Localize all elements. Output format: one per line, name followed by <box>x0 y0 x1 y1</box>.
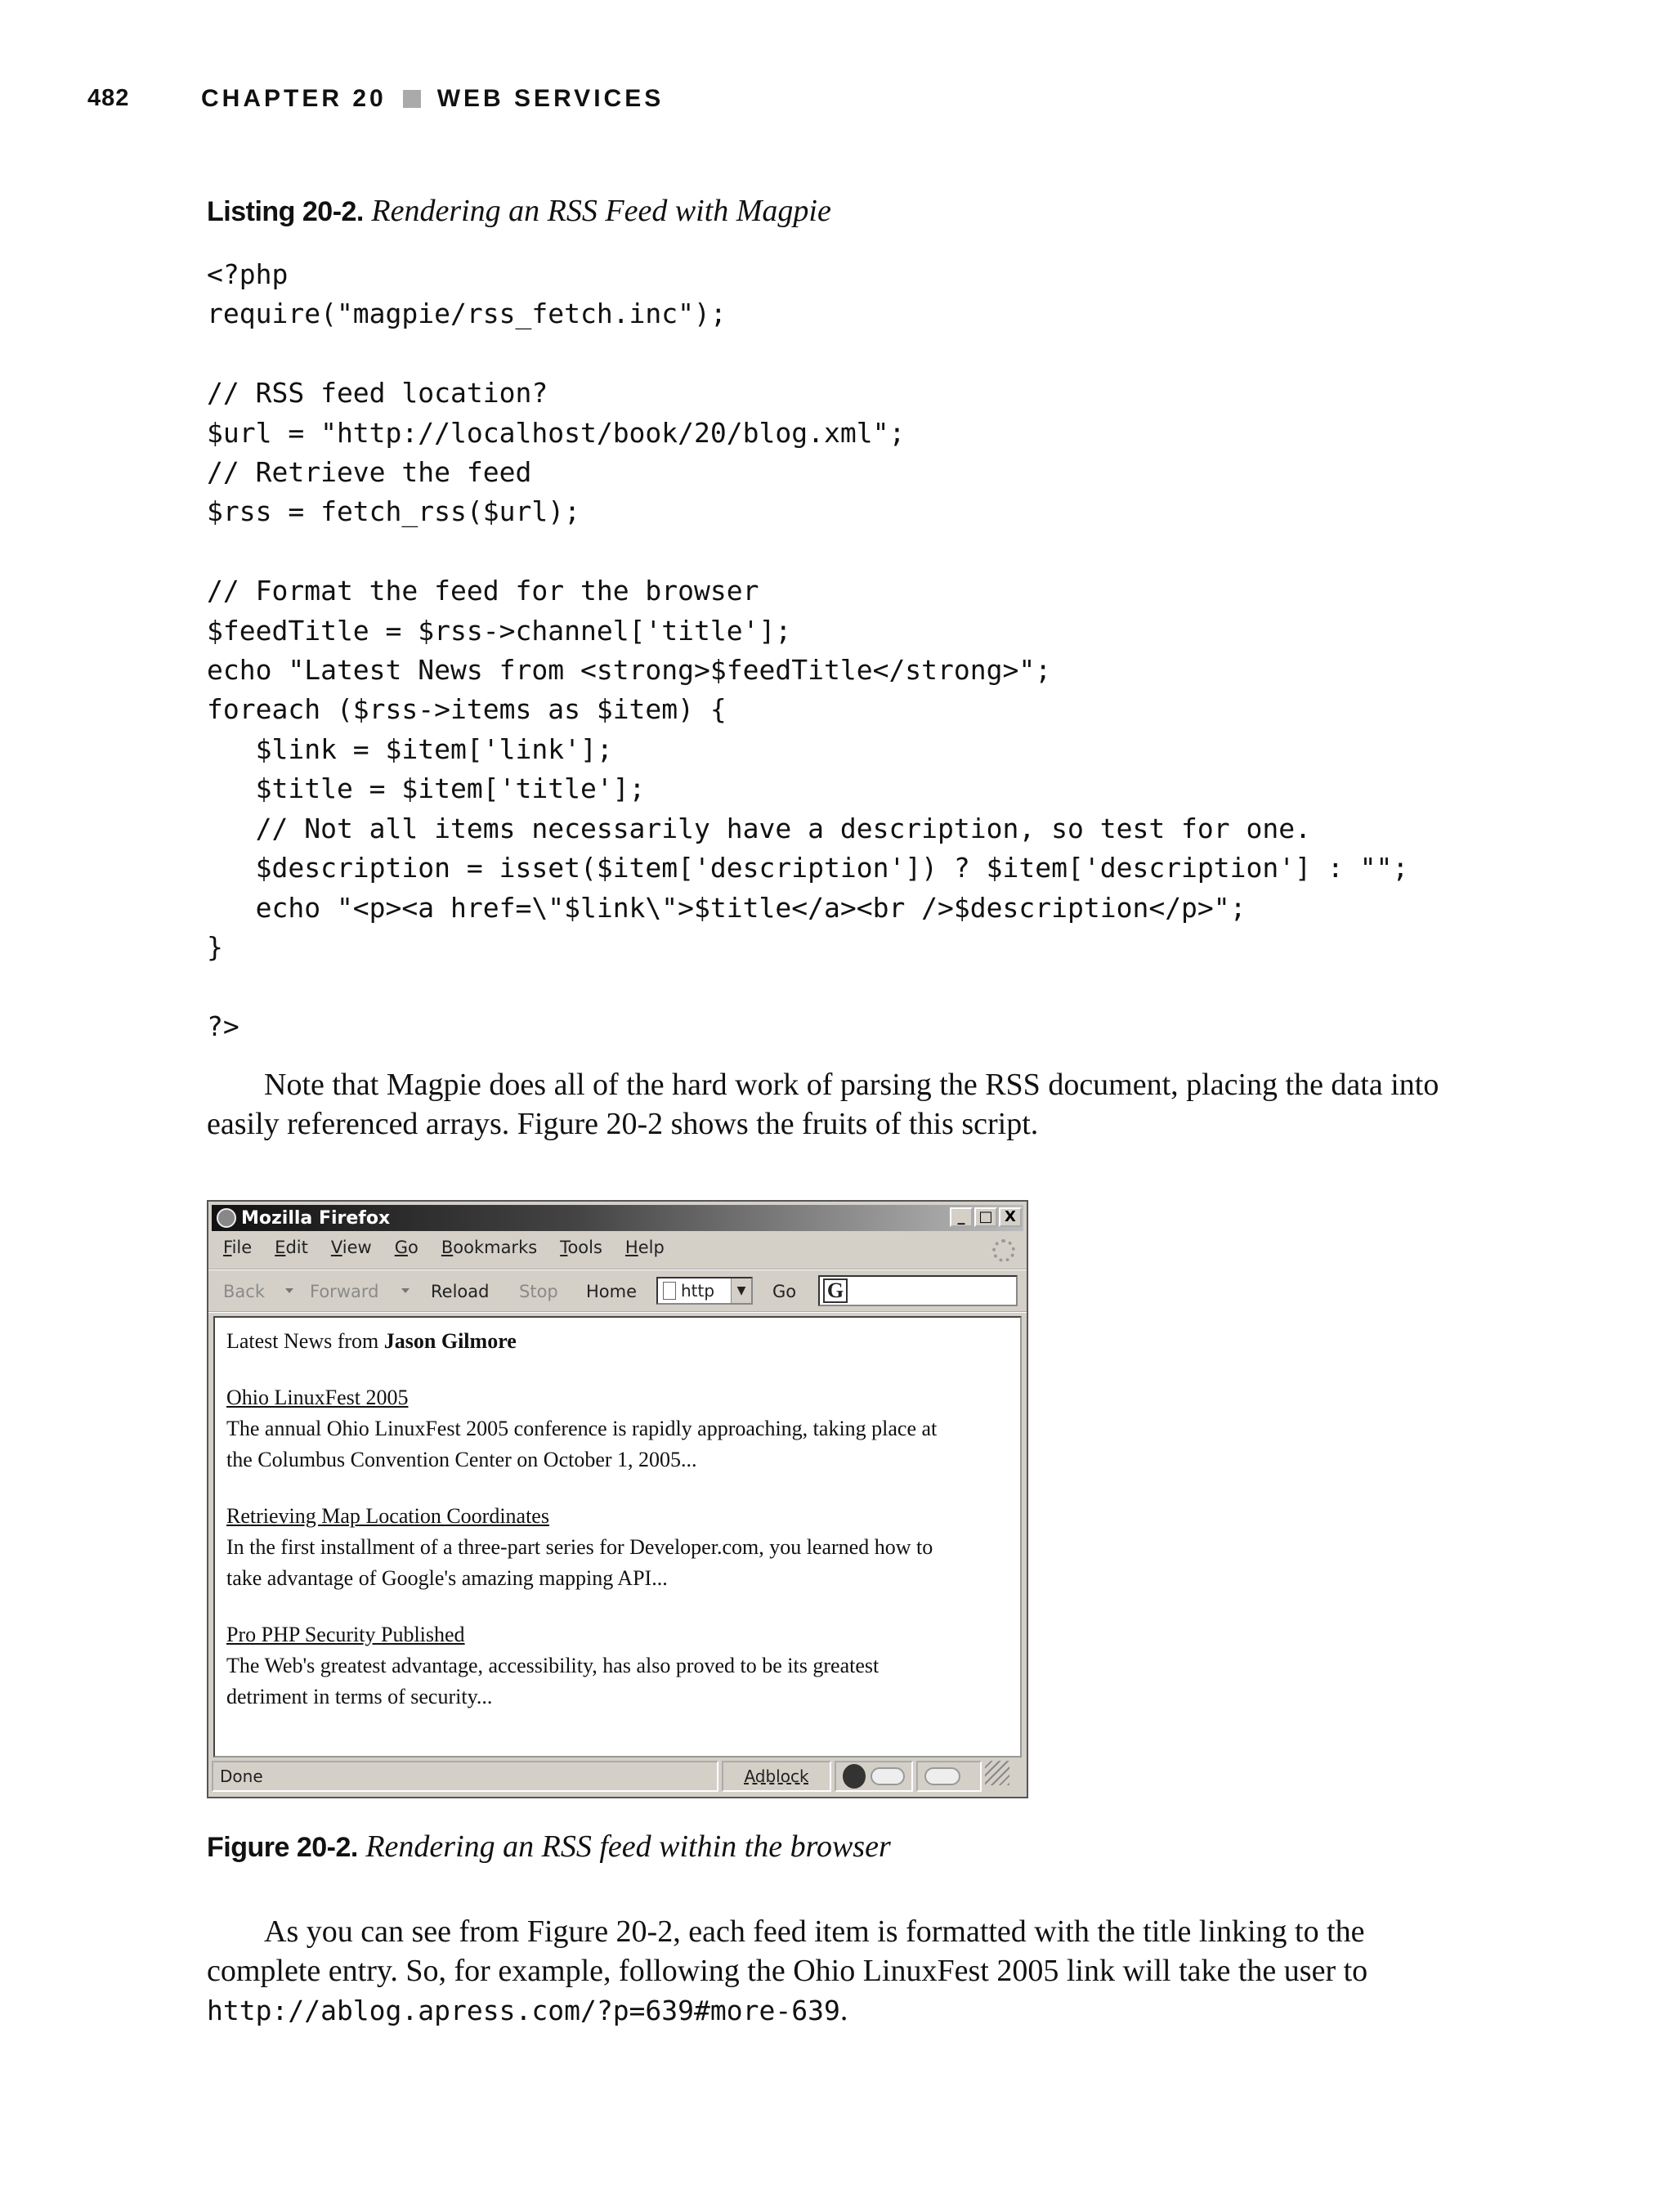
adblock-button[interactable]: Adblock <box>722 1761 831 1792</box>
feed-item-description: In the first installment of a three-part series for Developer.com, you learned how to <box>226 1535 933 1559</box>
listing-title: Rendering an RSS Feed with Magpie <box>371 194 831 228</box>
figure-title: Rendering an RSS feed within the browser <box>365 1829 891 1864</box>
weather-forecast <box>916 1761 982 1792</box>
url-bar[interactable] <box>656 1277 753 1305</box>
back-button[interactable]: Back <box>223 1282 265 1301</box>
back-dropdown-icon[interactable] <box>285 1288 293 1293</box>
window-controls <box>950 1207 1022 1227</box>
menu-edit[interactable]: Edit <box>275 1238 308 1257</box>
listing-label: Listing 20-2. <box>207 196 364 227</box>
status-text: Done <box>212 1761 718 1792</box>
figure-caption <box>207 1829 891 1865</box>
page-icon <box>663 1282 676 1300</box>
minimize-button[interactable]: _ <box>950 1207 973 1227</box>
resize-grip-icon[interactable] <box>985 1761 1009 1785</box>
running-head <box>201 85 664 113</box>
feed-item-description: detriment in terms of security... <box>226 1685 493 1708</box>
reload-button[interactable]: Reload <box>431 1282 490 1301</box>
weather-icon <box>871 1767 905 1785</box>
forward-button[interactable]: Forward <box>310 1282 379 1301</box>
feed-heading-prefix: Latest News from <box>226 1329 384 1353</box>
cloud-icon <box>924 1767 960 1785</box>
go-button[interactable]: Go <box>772 1282 797 1301</box>
feed-item-description: The annual Ohio LinuxFest 2005 conference is rapidly approaching, taking place at <box>226 1417 938 1440</box>
page-content <box>213 1316 1022 1758</box>
close-button[interactable]: X <box>999 1207 1022 1227</box>
navigation-toolbar <box>208 1269 1027 1313</box>
separator-square <box>403 90 421 108</box>
menu-bookmarks[interactable]: Bookmarks <box>441 1238 538 1257</box>
paragraph-end: . <box>839 1993 848 2027</box>
maximize-button[interactable]: □ <box>974 1207 997 1227</box>
feed-heading <box>226 1326 1009 1357</box>
page-number: 482 <box>87 85 130 111</box>
menu-bar <box>223 1238 665 1257</box>
feed-item-description: The Web's greatest advantage, accessibility, has also proved to be its greatest <box>226 1654 880 1677</box>
menu-help[interactable]: Help <box>624 1238 665 1257</box>
figure-label: Figure 20-2. <box>207 1832 358 1863</box>
throbber-icon <box>992 1239 1015 1262</box>
home-button[interactable]: Home <box>586 1282 638 1301</box>
stop-button[interactable]: Stop <box>519 1282 558 1301</box>
browser-titlebar <box>212 1205 1023 1231</box>
menu-file[interactable]: File <box>223 1238 253 1257</box>
code-listing: <?php require("magpie/rss_fetch.inc"); // RSS feed location? $url = "http://localhost/book/20/blog.xml"; // Retrieve the feed $rss = fetch_rss($url); // Format the feed for the browser $feedTitle = $rss->channel['title']; echo "Latest News from <strong>$feedTitle</strong>"; foreach ($rss->items as $item) { $link = $item['link']; $title = $item['title']; // Not all items necessarily have a description, so test for one. $description = isset($item['description']) ? $item['description'] : ""; echo "<p><a href=\"$link\">$title</a><br />$description</p>"; } ?> <box>207 258 1409 1042</box>
feed-item <box>226 1501 1009 1594</box>
feed-item-link[interactable]: Pro PHP Security Published <box>226 1623 465 1646</box>
browser-screenshot <box>207 1200 1028 1798</box>
menu-go[interactable]: Go <box>394 1238 418 1257</box>
forward-dropdown-icon[interactable] <box>401 1288 410 1293</box>
search-box[interactable] <box>818 1275 1018 1306</box>
feed-item-link[interactable]: Retrieving Map Location Coordinates <box>226 1504 549 1528</box>
status-icons <box>835 1761 913 1792</box>
paragraph-explanation <box>207 1912 1466 2031</box>
paragraph-note-text: Note that Magpie does all of the hard work of parsing the RSS document, placing the data into easily referenced arrays. Figure 20-2 shows the fruits of this script. <box>207 1068 1439 1141</box>
url-dropdown-icon[interactable]: ▼ <box>731 1278 751 1303</box>
feed-title: Jason Gilmore <box>383 1329 517 1353</box>
paragraph-explanation-text: As you can see from Figure 20-2, each feed item is formatted with the title linking to the complete entry. So, for example, following the Ohio LinuxFest 2005 link will take the user to <box>207 1914 1368 1988</box>
feed-item-link[interactable]: Ohio LinuxFest 2005 <box>226 1386 409 1409</box>
google-search-icon[interactable]: G <box>823 1278 848 1303</box>
status-dot-icon <box>843 1764 866 1789</box>
section-label: WEB SERVICES <box>436 85 665 112</box>
listing-caption <box>207 193 831 229</box>
feed-item-description: the Columbus Convention Center on October 1, 2005... <box>226 1448 697 1471</box>
feed-item <box>226 1619 1009 1713</box>
status-bar <box>212 1761 1023 1793</box>
firefox-logo-icon <box>217 1208 236 1228</box>
menu-view[interactable]: View <box>330 1238 372 1257</box>
example-url: http://ablog.apress.com/?p=639#more-639 <box>207 1995 840 2026</box>
url-text: http <box>681 1281 715 1301</box>
chapter-label: CHAPTER 20 <box>201 85 387 112</box>
feed-item <box>226 1382 1009 1475</box>
window-title: Mozilla Firefox <box>241 1207 391 1229</box>
feed-item-description: take advantage of Google's amazing mapping API... <box>226 1566 668 1590</box>
paragraph-note <box>207 1065 1466 1144</box>
menu-tools[interactable]: Tools <box>560 1238 602 1257</box>
